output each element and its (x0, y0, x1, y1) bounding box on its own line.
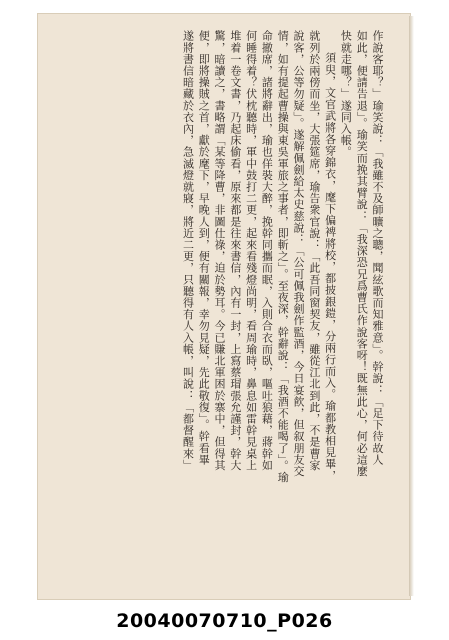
text-column: 如此，便請告退」。瑜笑而挽其臂說：「我深恐兄爲曹氏作說客呀！既無此心，何必這麼 (355, 30, 369, 477)
text-column: 命撤席，諸將辭出，瑜也佯裝大醉，挽幹同攜而眠，入則合衣而臥，嘔吐狼藉，蔣幹如 (260, 30, 274, 471)
text-column: 何睡得着？伏枕聽時，軍中鼓打二更，起來看殘燈尚明，看周瑜時，鼻息如雷幹見桌上 (244, 30, 258, 471)
text-column: 須臾，文官武將各穿錦衣，麾下偏裨將校，都披銀鎧，分兩行而入。瑜都教相見畢， (323, 52, 337, 482)
text-column: 便，即將操賊之首，獻於麾下，早晚人到，便有關報，幸勿見疑，先此敬復」。幹看畢 (197, 30, 211, 466)
text-column: 快就走哪？」遂同入帳。 (339, 30, 353, 158)
text-column: 就列於兩傍而坐，大張筵席，瑜告衆官說：「此吾同窗契友，雖從江北到此，不是曹家 (307, 30, 321, 471)
text-column: 作說客耶？」瑜笑說：「我雖不及師曠之聰，聞絃歌而知雅意」。幹說：「足下待故人 (371, 30, 384, 466)
text-column: 情，如有提起曹操與東吳軍旅之事者，即斬之」。至夜深，幹辭說：「我酒不能喝了」。瑜 (276, 30, 290, 483)
image-caption: 20040070710_P026 (116, 610, 333, 632)
text-column: 驚，暗讀之，書略謂「某等降曹，非圖仕祿，迫於勢耳。今已賺北軍困於寨中，但得其 (213, 30, 227, 471)
text-column: 遂將書信暗藏於衣內，急滅燈就寢，將近二更，只聽得有人入帳，叫說：「都督醒來」 (181, 30, 195, 471)
vertical-text-block (57, 30, 385, 550)
page-edge (409, 16, 414, 596)
text-column: 說客，公等勿疑」。遂解佩劍給太史慈說：「公可佩我劍作監酒，今日宴飮，但叙朋友交 (292, 30, 306, 477)
text-column: 堆着一卷文書，乃起床偷看，原來都是往來書信，內有一封，上寫蔡瑁張允謹封，幹大 (228, 30, 242, 471)
